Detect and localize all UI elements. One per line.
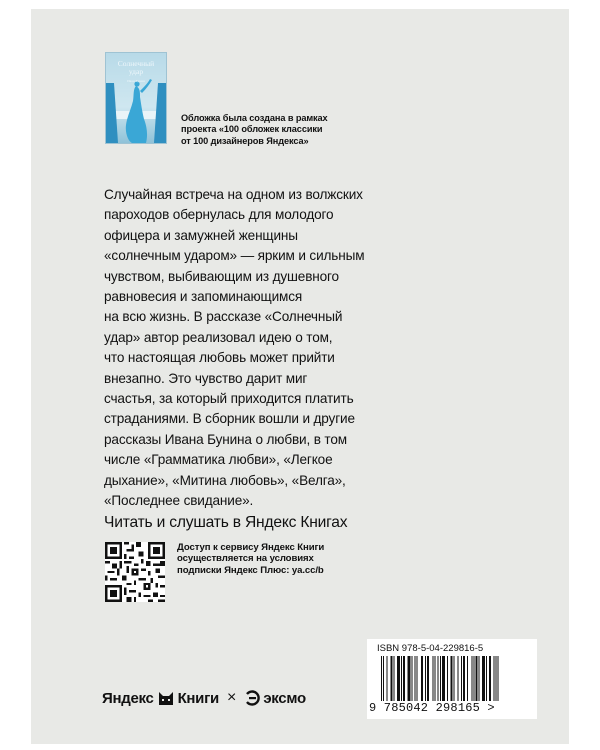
description-line: «солнечным ударом» — ярким и сильным	[104, 248, 365, 264]
description-line: «Последнее свидание».	[104, 493, 254, 509]
cover-note-line: проекта «100 обложек классики	[181, 124, 323, 135]
yandex-wordmark: Яндекс	[102, 689, 154, 707]
barcode-bar	[486, 656, 487, 701]
description-line: счастья, за который приходится платить	[104, 391, 354, 407]
thumbnail-title-line: Солнечный	[117, 59, 155, 68]
description-line: внезапно. Это чувство дарит миг	[104, 370, 308, 386]
barcode-bar	[447, 656, 448, 701]
barcode-bar	[425, 656, 426, 701]
thumbnail-author: Иван Бунин	[127, 79, 145, 83]
thumbnail-title	[106, 60, 166, 76]
barcode-bar	[432, 656, 433, 701]
barcode-bar	[390, 656, 392, 701]
cover-project-note	[181, 113, 328, 147]
barcode-bar	[427, 656, 429, 701]
barcode-bar	[450, 656, 452, 701]
barcode-bar	[438, 656, 439, 701]
barcode-bar	[471, 656, 472, 701]
publisher-logos	[102, 688, 306, 708]
barcode-bar	[442, 656, 445, 701]
barcode-bar	[397, 656, 400, 701]
knigi-wordmark: Книги	[177, 689, 219, 707]
thumbnail-title-line: удар	[128, 67, 144, 76]
barcode-digits: 9 785042 298165 >	[369, 701, 495, 715]
barcode-bar	[421, 656, 423, 701]
barcode-bar	[467, 656, 468, 701]
barcode-bar	[386, 656, 387, 701]
barcode-bar	[479, 656, 480, 701]
description-line: что настоящая любовь может прийти	[104, 350, 335, 366]
barcode-bar	[453, 656, 454, 701]
barcode-bar	[383, 656, 384, 701]
subscription-access-note	[177, 542, 324, 576]
access-note-line: подписки Яндекс Плюс: ya.cc/b	[177, 564, 324, 576]
cover-note-line: Обложка была создана в рамках	[181, 113, 328, 123]
description-line: офицера и замужней женщины	[104, 227, 298, 243]
barcode-bar	[394, 656, 395, 701]
barcode-bar	[403, 656, 405, 701]
description-line: рассказы Ивана Бунина о любви, в том	[104, 431, 347, 447]
barcode	[381, 656, 521, 701]
barcode-bar	[495, 656, 496, 701]
eksmo-logo-icon	[244, 690, 260, 706]
barcode-bar	[435, 656, 436, 701]
description-line: Случайная встреча на одном из волжских	[104, 187, 363, 202]
cat-logo-icon	[158, 690, 174, 706]
description-line: равновесия и запоминающимся	[104, 289, 303, 305]
collaboration-times-sign: ×	[226, 689, 237, 706]
description-line: страданиями. В сборник вошли и другие	[104, 411, 355, 427]
read-listen-heading: Читать и слушать в Яндекс Книгах	[104, 514, 348, 531]
barcode-bar	[407, 656, 410, 701]
barcode-bar	[498, 656, 499, 701]
description-line: чувством, выбивающим из душевного	[104, 268, 339, 284]
barcode-bar	[489, 656, 491, 701]
description-line: пароходов обернулась для молодого	[104, 207, 334, 223]
barcode-bar	[458, 656, 459, 701]
barcode-bar	[401, 656, 402, 701]
barcode-bar	[461, 656, 462, 701]
access-note-line: Доступ к сервису Яндекс Книги	[177, 542, 325, 553]
barcode-bar	[440, 656, 441, 701]
barcode-bar	[411, 656, 412, 701]
eksmo-wordmark: эксмо	[263, 689, 306, 707]
barcode-bar	[417, 656, 418, 701]
book-back-cover	[31, 9, 569, 744]
isbn-number: ISBN 978-5-04-229816-5	[377, 643, 484, 654]
description-line: числе «Грамматика любви», «Легкое	[104, 452, 333, 468]
qr-code[interactable]	[105, 542, 165, 602]
barcode-bar	[415, 656, 416, 701]
description-line: на всю жизнь. В рассказе «Солнечный	[104, 309, 343, 325]
cover-thumbnail	[105, 52, 167, 144]
barcode-bar	[482, 656, 485, 701]
barcode-bar	[473, 656, 474, 701]
description-line: дыхание», «Митина любовь», «Велга»,	[104, 472, 346, 488]
access-note-line: осуществляется на условиях	[177, 553, 314, 565]
barcode-bar	[463, 656, 465, 701]
isbn-barcode-block	[367, 639, 537, 719]
barcode-bar	[493, 656, 494, 701]
book-description	[104, 185, 364, 512]
cover-note-line: от 100 дизайнеров Яндекса»	[181, 135, 309, 146]
barcode-bar	[476, 656, 478, 701]
description-line: удар» автор реализовал идею о том,	[104, 329, 333, 345]
barcode-bar	[381, 656, 382, 701]
